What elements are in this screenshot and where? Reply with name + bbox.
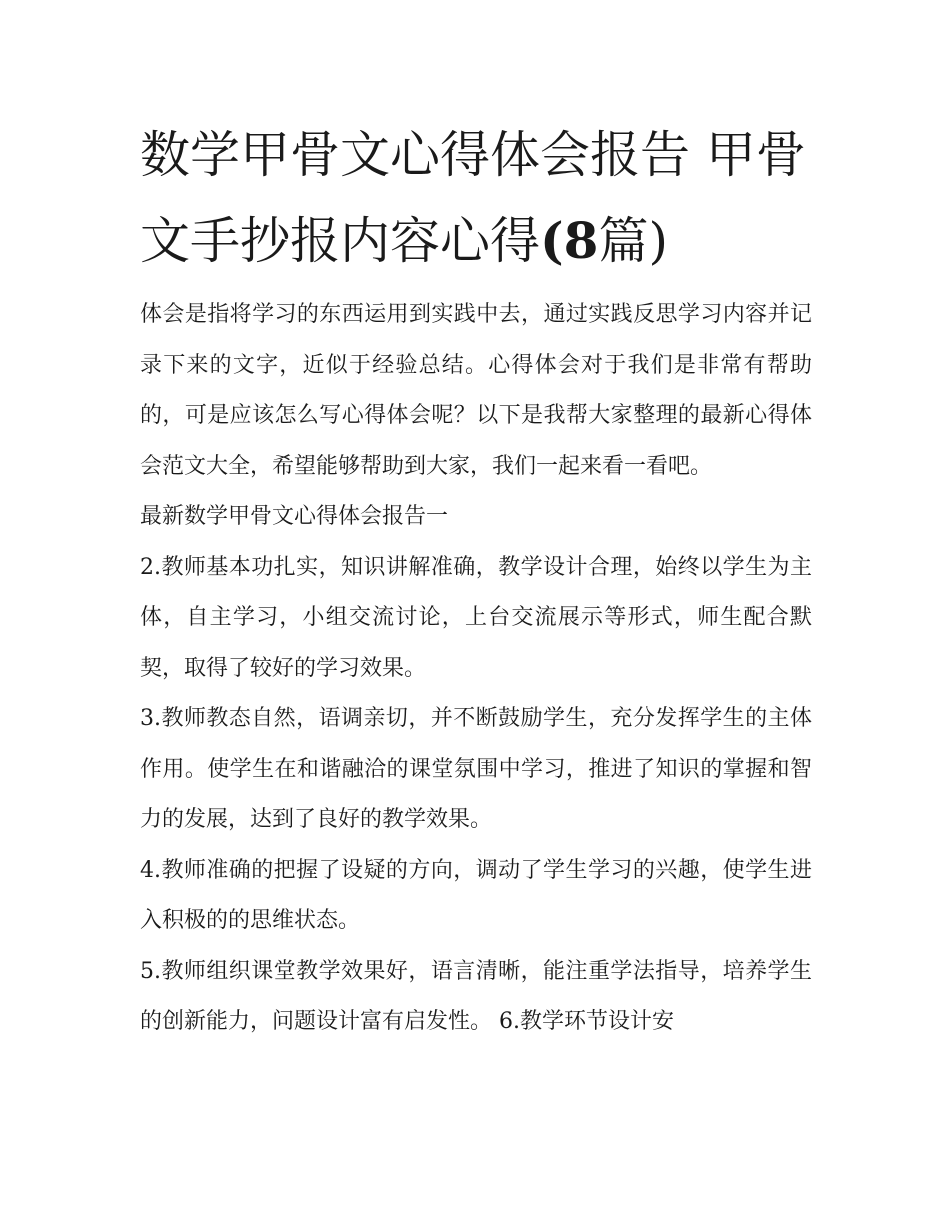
title-text: 数学甲骨文心得体会报告 甲骨文手抄报内容心得 bbox=[140, 126, 806, 270]
list-item-5: 5.教师组织课堂教学效果好，语言清晰，能注重学法指导，培养学生的创新能力，问题设计富有启发性。 6.教学环节设计安 bbox=[140, 958, 812, 1034]
list-item-3: 3.教师教态自然，语调亲切，并不断鼓励学生，充分发挥学生的主体作用。使学生在和谐融洽的课堂氛围中学习，推进了知识的掌握和智力的发展，达到了良好的教学效果。 bbox=[140, 706, 812, 832]
intro-paragraph: 体会是指将学习的东西运用到实践中去，通过实践反思学习内容并记录下来的文字，近似于经验总结。心得体会对于我们是非常有帮助的，可是应该怎么写心得体会呢？以下是我帮大家整理的最新心得体会范文大全，希望能够帮助到大家，我们一起来看一看吧。 bbox=[140, 302, 812, 479]
title-suffix: 篇) bbox=[598, 212, 668, 270]
list-item-2: 2.教师基本功扎实，知识讲解准确，教学设计合理，始终以学生为主体，自主学习，小组交流讨论，上台交流展示等形式，师生配合默契，取得了较好的学习效果。 bbox=[140, 554, 812, 681]
title-count: (8 bbox=[540, 211, 599, 270]
list-item-4: 4.教师准确的把握了设疑的方向，调动了学生学习的兴趣，使学生进入积极的的思维状态。 bbox=[140, 857, 812, 933]
document-page bbox=[140, 112, 812, 1048]
document-title bbox=[140, 112, 812, 284]
section-heading: 最新数学甲骨文心得体会报告一 bbox=[140, 504, 449, 529]
